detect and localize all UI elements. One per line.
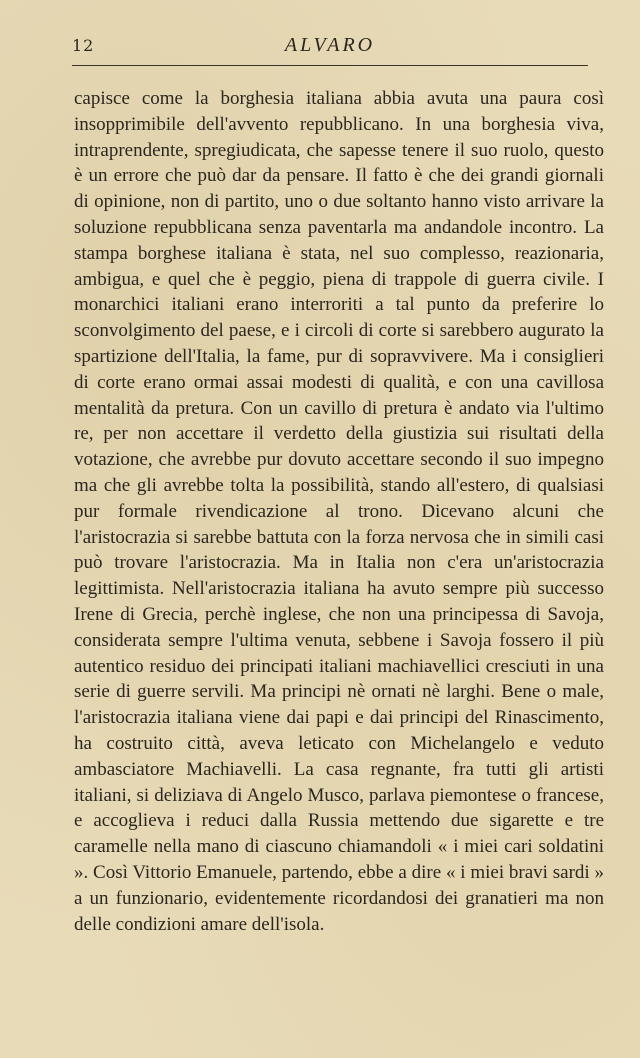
page-number: 12 (72, 36, 95, 55)
page-header (72, 30, 588, 70)
body-paragraph: capisce come la borghesia italiana abbia avuta una paura così insopprimibile dell'avvento repubblicano. In una borghesia viva, intraprendente, spregiudicata, che sapesse tenere il suo ruolo, questo è un errore che può dar da pensare. Il fatto è che dei grandi giornali di opinione, non di partito, uno o due soltanto hanno visto arrivare la soluzione repubblicana senza paventarla ma andandole incontro. La stampa borghese italiana è stata, nel suo complesso, reazionaria, ambigua, e quel che è peggio, piena di trappole di guerra civile. I monarchici italiani erano interroriti a tal punto da preferire lo sconvolgimento del paese, e i circoli di corte si sarebbero augurato la spartizione dell'Italia, la fame, pur di sopravvivere. Ma i consiglieri di corte erano ormai assai modesti di qualità, e con una cavillosa mentalità da pretura. Con un cavillo di pretura è andato via l'ultimo re, per non accettare il verdetto della giustizia sui risultati della votazione, che avrebbe pur dovuto accettare secondo il suo impegno ma che gli avrebbe tolta la possibilità, stando all'estero, di qualsiasi pur formale rivendicazione al trono. Dicevano alcuni che l'aristocrazia si sarebbe battuta con la forza nervosa che in simili casi può trovare l'aristocrazia. Ma in Italia non c'era un'aristocrazia legittimista. Nell'aristocrazia italiana ha avuto sempre più successo Irene di Grecia, perchè inglese, che non una principessa di Savoja, considerata sempre l'ultima venuta, sebbene i Savoja fossero il più autentico residuo dei principati italiani machiavellici cresciuti in una serie di guerre servili. Ma principi nè ornati nè larghi. Bene o male, l'aristocrazia italiana viene dai papi e dai principi del Rinascimento, ha costruito città, aveva leticato con Michelangelo e veduto ambasciatore Machiavelli. La casa regnante, fra tutti gli artisti italiani, si deliziava di Angelo Musco, parlava piemontese o francese, e accoglieva i reduci dalla Russia mettendo due sigarette e tre caramelle nella mano di ciascuno chiamandoli « i miei cari soldatini ». Così Vittorio Emanuele, partendo, ebbe a dire « i miei bravi sardi » a un funzionario, evidentemente ricordandosi dei granatieri ma non delle condizioni amare dell'isola. (74, 88, 604, 935)
running-title: ALVARO (284, 34, 376, 56)
header-rule (72, 65, 588, 66)
